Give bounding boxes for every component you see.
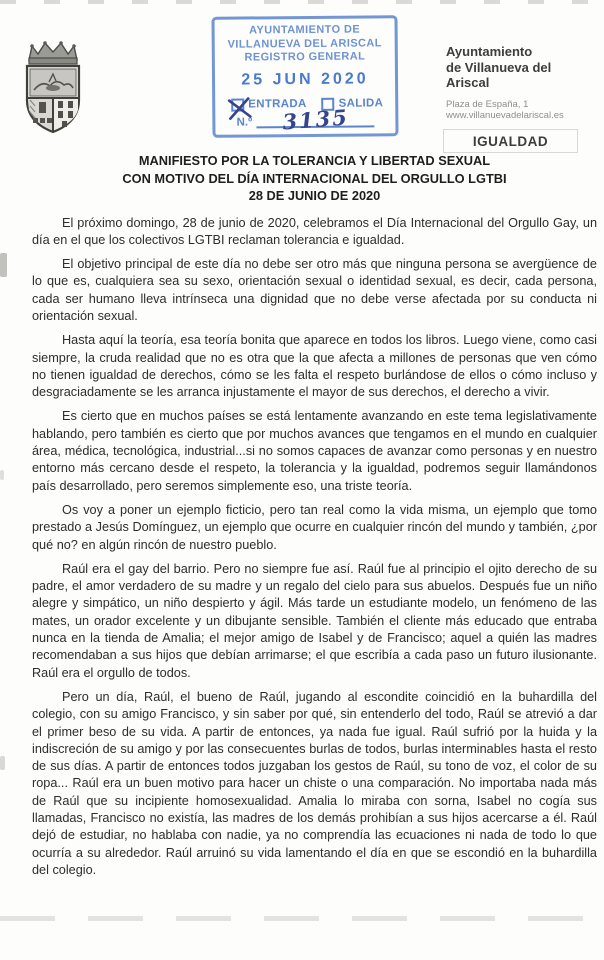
- org-address: Plaza de España, 1: [446, 98, 529, 110]
- org-website: www.villanuevadelariscal.es: [446, 110, 564, 121]
- salida-label: SALIDA: [338, 97, 384, 110]
- numero-label: N.º: [236, 115, 253, 129]
- title-line1: MANIFIESTO POR LA TOLERANCIA Y LIBERTAD SEXUAL: [138, 153, 491, 168]
- org-name: [446, 44, 596, 91]
- scan-artifact-smudge: [0, 470, 4, 480]
- department-badge: IGUALDAD: [443, 129, 578, 153]
- document-content: [32, 152, 597, 886]
- stamp-org-name: [215, 23, 395, 65]
- stamp-org-line1: AYUNTAMIENTO DE: [249, 23, 361, 37]
- paragraph: Raúl era el gay del barrio. Pero no siempre fue así. Raúl fue al principio el ojito derecho de su padre, el amor verdadero de su madre y un regalo del cielo para sus abuelos. Después fue un niño alegre y simpático, un niño despierto y ágil. Más tarde un estudiante modelo, un fenómeno de las mates, un orador excelente y un dibujante sensible. También el cliente más educado que entraba nunca en la tienda de Amalia; el mejor amigo de Isabel y de Francisco; aquel a quién las madres recomendaban a sus hijos que debían arrimarse; el que escribía a cada paso un futuro ilusionante. Raúl era el orgullo de todos.: [32, 561, 597, 680]
- entrada-checkbox: [231, 98, 244, 111]
- coat-of-arms-icon: [22, 38, 84, 136]
- handwritten-x-mark-icon: [226, 96, 253, 120]
- org-address-block: [446, 99, 596, 122]
- paragraph: Es cierto que en muchos países se está lentamente avanzando en este tema legislativamente hablando, pero también es cierto que por muchos avances que tengamos en el mundo en cualquier área, médica, tecnológica, industrial...si no somos capaces de avanzar como personas y en nuestro entorno más cercano desde el respeto, la tolerancia y la igualdad, podremos seguir llamándonos país desarrollado, pero seremos simplemente eso, una triste teoría.: [32, 409, 597, 493]
- title-line2: CON MOTIVO DEL DÍA INTERNACIONAL DEL ORGULLO LGTBI: [122, 170, 507, 186]
- scan-artifact-bottom-band: [0, 916, 604, 921]
- paragraph: El próximo domingo, 28 de junio de 2020, celebramos el Día Internacional del Orgullo Gay, un día en el que los colectivos LGTBI reclaman tolerancia e igualdad.: [32, 215, 597, 247]
- handwritten-registry-number: 3135: [281, 103, 350, 134]
- entrada-label: ENTRADA: [248, 97, 307, 111]
- org-name-line2: de Villanueva del Ariscal: [446, 59, 552, 90]
- scan-artifact-top-edge: [0, 0, 604, 4]
- stamp-org-line2: VILLANUEVA DEL ARISCAL: [227, 36, 382, 51]
- org-name-line1: Ayuntamiento: [446, 44, 533, 59]
- document-body: [32, 215, 597, 880]
- paragraph: Os voy a poner un ejemplo ficticio, pero tan real como la vida misma, un ejemplo que tomo prestado a Jesús Domínguez, un ejemplo que ocurre en cualquier rincón del mundo y también, ¿por qué no? en algún rincón de nuestro pueblo.: [32, 502, 597, 552]
- stamp-org-line3: REGISTRO GENERAL: [244, 50, 366, 64]
- numero-line: [256, 103, 374, 134]
- org-header: [446, 44, 596, 153]
- scan-artifact-smudge: [0, 756, 5, 770]
- paragraph: Pero un día, Raúl, el bueno de Raúl, jugando al escondite coincidió en la buhardilla del colegio, con su amigo Francisco, y sin saber por qué, sin entenderlo del todo, Raúl se atrevió a dar el primer beso de su vida. A partir de entonces, ya nada fue igual. Raúl sufrió por la huida y la indiscreción de su amigo y por las consecuentes burlas de todos, burlas interminables hasta el resto de sus días. A partir de entonces todos juzgaban los gestos de Raúl, su tono de voz, el color de su ropa... Raúl era un buen motivo para hacer un chiste o una comparación. No importaba nada más de Raúl que su incipiente homosexualidad. Amalia lo miraba con sorna, Isabel no cogía sus llamadas, Francisco no existía, las madres de los demás prohibían a sus hijos acercarse a él. Raúl dejó de estudiar, no hablaba con nadie, ya no comprendía las ecuaciones ni nada de todo lo que ocurría a su alrededor. Raúl arruinó su vida lamentando el día en que se escondió en la buhardilla del colegio.: [32, 689, 597, 877]
- stamp-date: 25 JUN 2020: [241, 69, 369, 89]
- title-line3: 28 DE JUNIO DE 2020: [248, 188, 381, 203]
- document-title: [32, 152, 597, 205]
- paragraph: Hasta aquí la teoría, esa teoría bonita que aparece en todos los libros. Luego viene, como casi siempre, la cruda realidad que no es otra que la que afecta a millones de personas que ven cómo no tienen igualdad de derechos, cómo se les falta el respeto burlándose de ellos o cómo incluso y desgraciadamente se les arranca injustamente el mayor de sus derechos, el derecho a vivir.: [32, 333, 597, 400]
- scan-artifact-smudge: [0, 253, 7, 277]
- registry-stamp: [211, 15, 398, 138]
- paragraph: El objetivo principal de este día no debe ser otro más que ninguna persona se avergüence de lo que es, cualquiera sea su sexo, orientación sexual o identidad sexual, es decir, cada persona, cada ser humano lleva intrínseca una dignidad que no debe verse afectada por su conducta ni orientación sexual.: [32, 257, 597, 323]
